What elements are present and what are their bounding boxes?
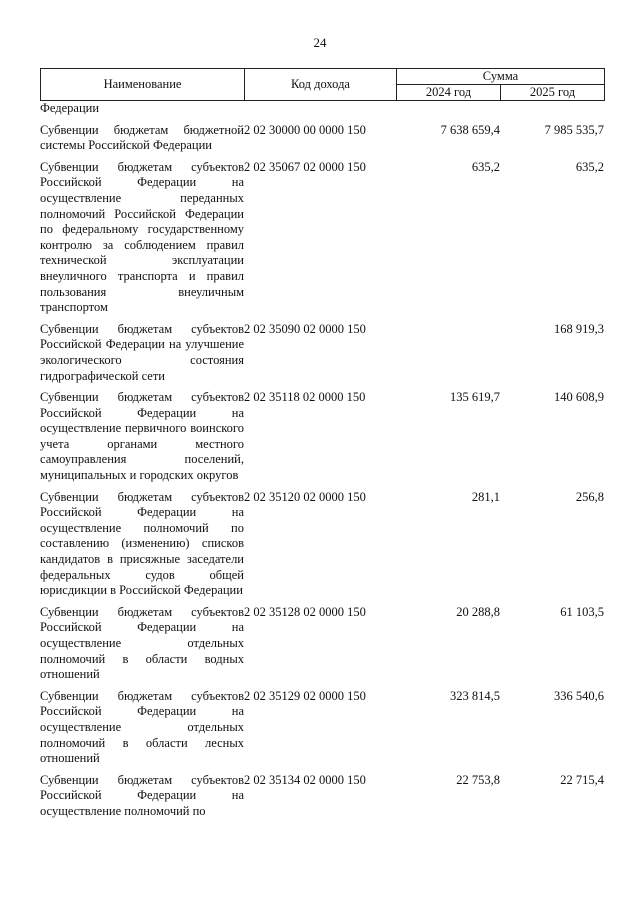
row-2024: 22 753,8 bbox=[456, 772, 500, 787]
row-2024: 635,2 bbox=[471, 159, 500, 174]
row-code: 2 02 35128 02 0000 150 bbox=[244, 604, 366, 619]
row-code: 2 02 35090 02 0000 150 bbox=[244, 321, 366, 336]
table-header bbox=[40, 68, 605, 101]
table-row bbox=[40, 322, 604, 390]
page-number: 24 bbox=[313, 35, 327, 50]
row-name: Субвенции бюджетам бюджетной системы Российской Федерации bbox=[40, 122, 244, 153]
table-row bbox=[40, 689, 604, 773]
row-name: Субвенции бюджетам субъектов Российской Федерации на осуществление первичного воинского учета органами местного самоуправления поселений, муниципальных и городских округов bbox=[40, 390, 244, 483]
row-code: 2 02 35118 02 0000 150 bbox=[244, 390, 366, 405]
row-name: Субвенции бюджетам субъектов Российской Федерации на осуществление отдельных полномочий в области водных отношений bbox=[40, 604, 244, 682]
row-2024: 135 619,7 bbox=[450, 390, 500, 405]
header-2025: 2025 год bbox=[501, 85, 605, 101]
header-2024: 2024 год bbox=[397, 85, 501, 101]
row-2025: 256,8 bbox=[575, 489, 604, 504]
table-row bbox=[40, 773, 604, 820]
row-2025 bbox=[500, 101, 604, 123]
row-2025: 635,2 bbox=[575, 159, 604, 174]
row-2024: 20 288,8 bbox=[456, 604, 500, 619]
row-code: 2 02 35129 02 0000 150 bbox=[244, 688, 366, 703]
table-row bbox=[40, 605, 604, 689]
table-row bbox=[40, 490, 604, 605]
row-2025: 22 715,4 bbox=[560, 772, 604, 787]
row-code: 2 02 35134 02 0000 150 bbox=[244, 772, 366, 787]
revenue-table bbox=[40, 101, 604, 820]
table-row bbox=[40, 101, 604, 123]
row-code: 2 02 35067 02 0000 150 bbox=[244, 159, 366, 174]
header-code: Код дохода bbox=[245, 69, 397, 101]
table-row bbox=[40, 123, 604, 160]
row-2025: 61 103,5 bbox=[560, 604, 604, 619]
row-2025: 168 919,3 bbox=[554, 321, 604, 336]
row-2025: 336 540,6 bbox=[554, 688, 604, 703]
row-2024: 7 638 659,4 bbox=[440, 122, 500, 137]
row-2024: 281,1 bbox=[471, 489, 500, 504]
row-code: 2 02 35120 02 0000 150 bbox=[244, 489, 366, 504]
row-2025: 140 608,9 bbox=[554, 390, 604, 405]
row-code bbox=[244, 101, 396, 123]
row-name: Субвенции бюджетам субъектов Российской Федерации на осуществление полномочий по bbox=[40, 772, 244, 818]
table-row bbox=[40, 160, 604, 322]
row-name: Федерации bbox=[40, 101, 100, 115]
header-sum: Сумма bbox=[397, 69, 605, 85]
row-name: Субвенции бюджетам субъектов Российской Федерации на осуществление переданных полномочий Российской Федерации по федеральному государственному контролю за соблюдением правил технической эксплуатации внеуличного транспорта и правил пользования внеуличным транспортом bbox=[40, 159, 244, 315]
table-row bbox=[40, 390, 604, 490]
header-name: Наименование bbox=[41, 69, 245, 101]
row-name: Субвенции бюджетам субъектов Российской Федерации на осуществление отдельных полномочий в области лесных отношений bbox=[40, 688, 244, 766]
row-name: Субвенции бюджетам субъектов Российской Федерации на осуществление полномочий по составлению (изменению) списков кандидатов в присяжные заседатели федеральных судов общей юрисдикции в Российской Федерации bbox=[40, 489, 244, 598]
row-code: 2 02 30000 00 0000 150 bbox=[244, 122, 366, 137]
row-2025: 7 985 535,7 bbox=[544, 122, 604, 137]
row-2024: 323 814,5 bbox=[450, 688, 500, 703]
row-name: Субвенции бюджетам субъектов Российской Федерации на улучшение экологического состояния гидрографической сети bbox=[40, 321, 244, 383]
row-2024 bbox=[396, 101, 500, 123]
row-2024 bbox=[396, 322, 500, 390]
